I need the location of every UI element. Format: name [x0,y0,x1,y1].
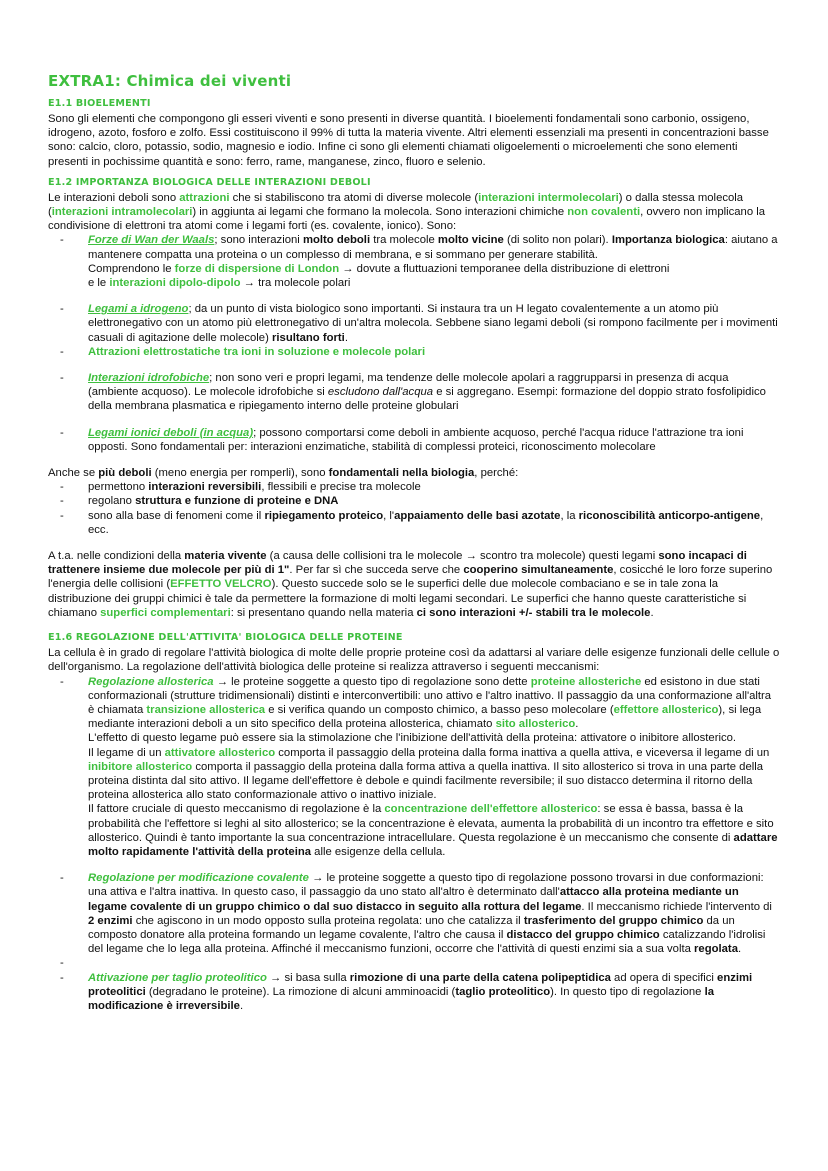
section-heading-interazioni-deboli: E1.2 IMPORTANZA BIOLOGICA DELLE INTERAZIONI DEBOLI [48,176,371,188]
list-interazioni-2 [48,302,780,359]
list-interazioni-3 [48,371,780,414]
list-item-struttura: - regolano struttura e funzione di proteine e DNA [48,494,780,508]
paragraph-piu-deboli: Anche se più deboli (meno energia per romperli), sono fondamentali nella biologia, perché: [48,467,519,480]
list-interazioni-4 [48,426,780,454]
list-item-attrazioni-elettrostatiche: - Attrazioni elettrostatiche tra ioni in soluzione e molecole polari [48,345,780,359]
list-regolazione [48,675,780,860]
list-item-regolazione-allosterica: - Regolazione allosterica → le proteine soggette a questo tipo di regolazione sono dette proteine allosteriche ed esistono in due stati conformazionali (strutture tridimensionali) distinti e interconvertibili: uno attivo e l'altro inattivo. Il passaggio da una conformazione all'altra è chiamata transizione allosterica e si verifica quando un composto chimico, a basso peso molecolare (effettore allosterico), si lega mediante interazioni deboli a un sito specifico della proteina allosterica, chiamato sito allosterico. L'effetto di questo legame può essere sia la stimolazione che l'inibizione dell'attività della proteina: attivatore o inibitore allosterico. Il legame di un attivatore allosterico comporta il passaggio della proteina dalla forma inattiva a quella attiva, e viceversa il legame di un inibitore allosterico comporta il passaggio della proteina dalla forma attiva a quella inattiva. Il sito allosterico si trova in una parte della proteina distinta dal sito attivo. Il legame dell'effettore è debole e quindi facilmente reversibile; il suo distacco determina il ritorno della proteina allosterica allo stato conformazionale attivo o inattivo iniziale. Il fattore cruciale di questo meccanismo di regolazione è la concentrazione dell'effettore allosterico: se essa è bassa, bassa è la probabilità che l'effettore si leghi al sito allosterico; se la concentrazione è elevata, aumenta la probabilità di un incontro tra effettore e sito allosterico. Quindi è tanto importante la sua concentrazione intracellulare. Questa regolazione è un meccanismo che consente di adattare molto rapidamente l'attività della proteina alle esigenze della cellula. [48,675,780,860]
list-item-interazioni-idrofobiche: - Interazioni idrofobiche; non sono veri e propri legami, ma tendenze delle molecole apolari a raggrupparsi in presenza di acqua (ambiente acquoso). Le molecole idrofobiche si escludono dall'acqua e si aggregano. Esempi: formazione del doppio strato fosfolipidico della membrana plasmatica e ripiegamento interno delle proteine globulari [48,371,780,414]
paragraph-interazioni-intro: Le interazioni deboli sono attrazioni che si stabiliscono tra atomi di diverse molecole (interazioni intermolecolari) o dalla stessa molecola (interazioni intramolecolari) in aggiunta ai legami che formano la molecola. Sono interazioni chimiche non covalenti, ovvero non implicano la condivisione di elettroni tra atomi come i legami forti (es. covalente, ionico). Sono: [48,191,766,233]
list-item-reversibili: - permettono interazioni reversibili, flessibili e precise tra molecole [48,480,780,494]
list-item-legami-idrogeno: - Legami a idrogeno; da un punto di vista biologico sono importanti. Si instaura tra un H legato covalentemente a un atomo più elettronegativo con un atomo più elettronegativo di un'altra molecola. Sebbene siano legami deboli (si rompono facilmente per i movimenti casuali di agitazione delle molecole) risultano forti. [48,302,780,345]
list-item-modificazione-covalente: - Regolazione per modificazione covalente → le proteine soggette a questo tipo di regolazione possono trovarsi in due conformazioni: una attiva e l'altra inattiva. In questo caso, il passaggio da uno stato all'altro è determinato dall'attacco alla proteina mediante un legame covalente di un gruppo chimico o dal suo distacco in seguito alla rottura del legame. Il meccanismo richiede l'intervento di 2 enzimi che agiscono in un modo opposto sulla proteina regolata: uno che catalizza il trasferimento del gruppo chimico da un composto donatore alla proteina formando un legame covalente, l'altro che causa il distacco del gruppo chimico catalizzando l'idrolisi del legame che lo lega alla proteina. Affinché il meccanismo funzioni, occorre che l'attività di questi enzimi sia a sua volta regolata. [48,871,780,956]
section-heading-regolazione: E1.6 REGOLAZIONE DELL'ATTIVITA' BIOLOGICA DELLE PROTEINE [48,632,403,644]
list-importanza [48,480,780,537]
list-item-fenomeni: - sono alla base di fenomeni come il ripiegamento proteico, l'appaiamento delle basi azotate, la riconoscibilità anticorpo-antigene, ecc. [48,509,780,537]
section-heading-bioelementi: E1.1 BIOELEMENTI [48,98,151,109]
list-item-empty [48,956,780,970]
paragraph-effetto-velcro: A t.a. nelle condizioni della materia vivente (a causa delle collisioni tra le molecole → scontro tra molecole) questi legami sono incapaci di trattenere insieme due molecole per più di 1". Per far sì che succeda serve che cooperino simultaneamente, cosicché le loro forze superino l'energia delle collisioni (EFFETTO VELCRO). Questo succede solo se le superfici delle due molecole combaciano e se in tale zona la distribuzione dei gruppi chimici è tale da permettere la formazione di molti legami secondari. Le superfici che hanno queste caratteristiche si chiamano superfici complementari: si presentano quando nella materia ci sono interazioni +/- stabili tra le molecole. [48,550,773,619]
page-title: EXTRA1: Chimica dei viventi [48,72,292,90]
list-item-van-der-waals: - Forze di Wan der Waals; sono interazioni molto deboli tra molecole molto vicine (di solito non polari). Importanza biologica: aiutano a mantenere compatta una proteina o un complesso di membrana, e si sommano per generare stabilità. Comprendono le forze di dispersione di London → dovute a fluttuazioni temporanee della distribuzione di elettroni e le interazioni dipolo-dipolo → tra molecole polari [48,233,780,290]
paragraph-bioelementi: Sono gli elementi che compongono gli esseri viventi e sono presenti in diverse quantità. I bioelementi fondamentali sono carbonio, ossigeno, idrogeno, azoto, fosforo e zolfo. Essi costituiscono il 99% di tutta la materia vivente. Altri elementi essenziali ma presenti in concentrazioni basse sono: calcio, cloro, potassio, sodio, magnesio e iodio. Infine ci sono gli elementi chiamati oligoelementi o microelementi che sono elementi presenti in pochissime quantità e sono: ferro, rame, manganese, zinco, fluoro e selenio. [48,113,769,168]
list-item-taglio-proteolitico: - Attivazione per taglio proteolitico → si basa sulla rimozione di una parte della catena polipeptidica ad opera di specifici enzimi proteolitici (degradano le proteine). La rimozione di alcuni amminoacidi (taglio proteolitico). In questo tipo di regolazione la modificazione è irreversibile. [48,971,780,1014]
list-interazioni [48,233,780,290]
list-item-legami-ionici: - Legami ionici deboli (in acqua); possono comportarsi come deboli in ambiente acquoso, perché l'acqua riduce l'attrazione tra ioni opposti. Sono fondamentali per: interazioni enzimatiche, stabilità di complessi proteici, riconoscimento molecolare [48,426,780,454]
list-regolazione-2 [48,871,780,1013]
paragraph-regolazione-intro: La cellula è in grado di regolare l'attività biologica di molte delle proprie proteine così da adattarsi al variare delle esigenze funzionali delle cellule o dell'organismo. La regolazione dell'attività biologica delle proteine si realizza attraverso i seguenti meccanismi: [48,647,780,674]
